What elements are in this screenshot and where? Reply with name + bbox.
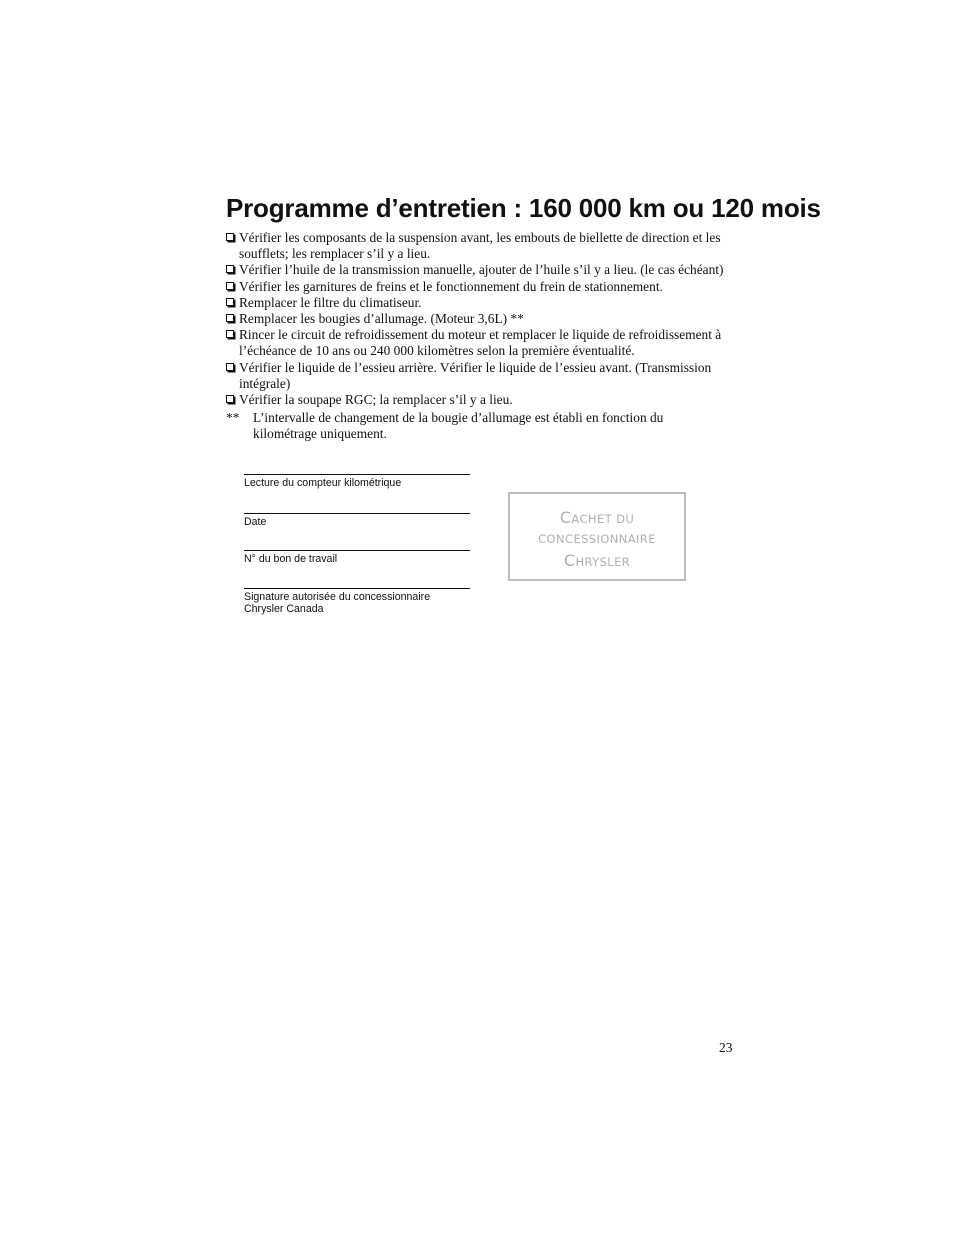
checklist-item: Rincer le circuit de refroidissement du moteur et remplacer le liquide de refroidissement à l’échéance de 10 ans ou 240 000 kilomètres selon la première éventualité.: [226, 327, 726, 359]
odometer-field: [244, 474, 470, 489]
page-number: 23: [719, 1040, 733, 1055]
page-title: Programme d’entretien : 160 000 km ou 120 mois: [226, 193, 821, 223]
footnote-mark: **: [226, 410, 240, 425]
maintenance-checklist: [226, 230, 726, 408]
checklist-item: Remplacer les bougies d’allumage. (Moteur 3,6L) **: [226, 311, 726, 327]
stamp-line-3: CHRYSLER: [563, 551, 631, 570]
signature-label-company: Chrysler Canada: [244, 603, 324, 615]
footnote-text: L’intervalle de changement de la bougie d’allumage est établi en fonction du kilométrage uniquement.: [253, 410, 664, 442]
checklist-item: Vérifier la soupape RGC; la remplacer s’il y a lieu.: [226, 392, 726, 408]
signature-label: Signature autorisée du concessionnaire: [244, 591, 431, 603]
stamp-line-2: CONCESSIONNAIRE: [538, 532, 656, 546]
checklist-item: Vérifier les composants de la suspension avant, les embouts de biellette de direction et les soufflets; les remplacer s’il y a lieu.: [226, 230, 726, 262]
stamp-line-1: CACHET DU: [559, 508, 635, 527]
checklist-item: Remplacer le filtre du climatiseur.: [226, 295, 726, 311]
odometer-label: Lecture du compteur kilométrique: [244, 477, 402, 489]
checklist-item: Vérifier l’huile de la transmission manuelle, ajouter de l’huile s’il y a lieu. (le cas échéant): [226, 262, 726, 278]
checklist-item: Vérifier le liquide de l’essieu arrière. Vérifier le liquide de l’essieu avant. (Transmission intégrale): [226, 360, 726, 392]
signature-field: [244, 588, 470, 615]
work-order-field: [244, 550, 470, 565]
footnote: [226, 410, 726, 442]
checklist-item: Vérifier les garnitures de freins et le fonctionnement du frein de stationnement.: [226, 279, 726, 295]
date-label: Date: [244, 516, 267, 528]
work-order-label: N° du bon de travail: [244, 553, 338, 565]
dealer-stamp-box: [508, 492, 686, 581]
date-field: [244, 513, 470, 528]
